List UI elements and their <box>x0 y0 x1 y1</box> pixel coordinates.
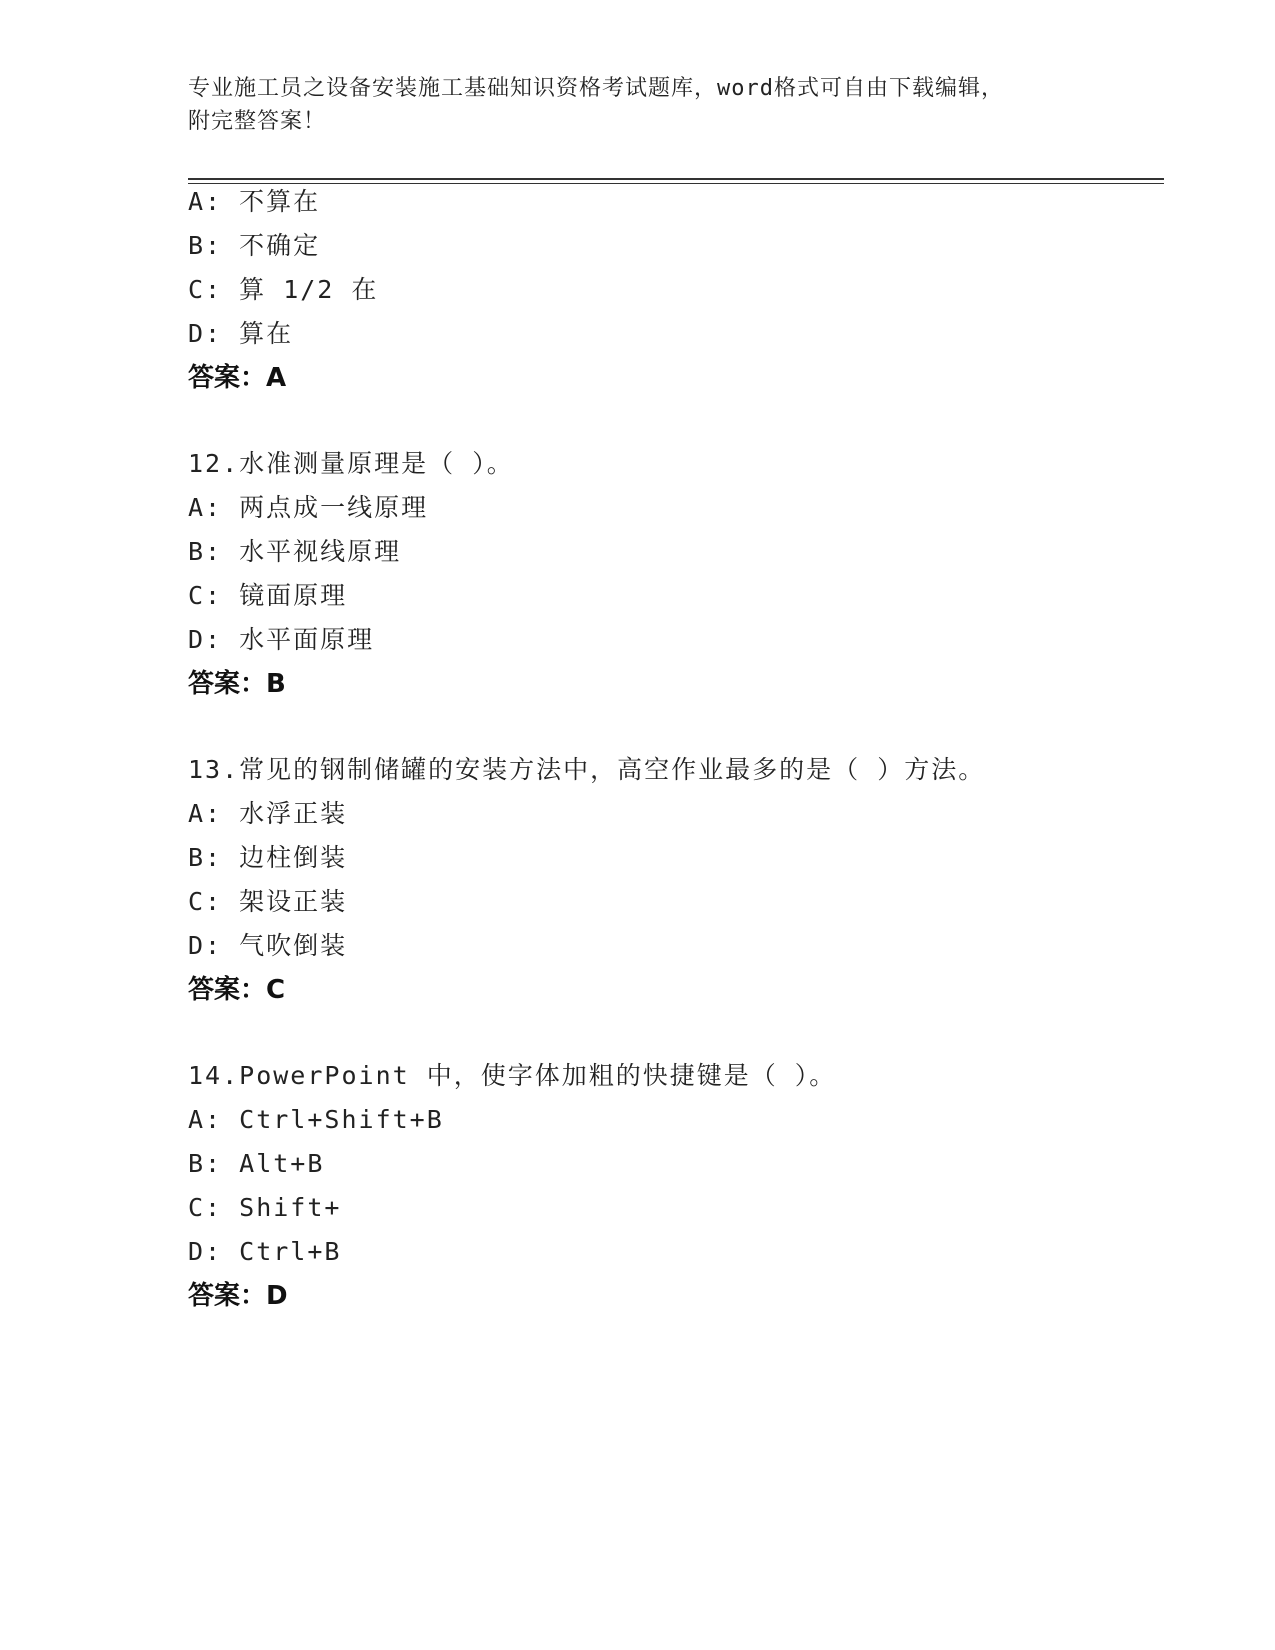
question-13-option-b: B: 边柱倒装 <box>188 843 348 872</box>
prev-option-b: B: 不确定 <box>188 231 321 260</box>
question-12-option-d: D: 水平面原理 <box>188 625 375 654</box>
header-divider-thin <box>188 183 1164 184</box>
question-13-answer: 答案：C <box>188 975 286 1005</box>
question-13-option-c: C: 架设正装 <box>188 887 348 916</box>
question-14-answer: 答案：D <box>188 1281 288 1311</box>
prev-option-c: C: 算 1/2 在 <box>188 275 379 304</box>
question-14-option-b: B: Alt+B <box>188 1149 325 1178</box>
prev-option-a: A: 不算在 <box>188 187 321 216</box>
question-14-option-c: C: Shift+ <box>188 1193 342 1222</box>
header-line-1: 专业施工员之设备安装施工基础知识资格考试题库，word格式可自由下载编辑， <box>188 76 1004 101</box>
question-14-option-d: D: Ctrl+B <box>188 1237 342 1266</box>
question-14-option-a: A: Ctrl+Shift+B <box>188 1105 444 1134</box>
question-12-option-b: B: 水平视线原理 <box>188 537 402 566</box>
prev-option-d: D: 算在 <box>188 319 294 348</box>
question-12-option-a: A: 两点成一线原理 <box>188 493 429 522</box>
prev-answer: 答案：A <box>188 363 287 393</box>
question-12-option-c: C: 镜面原理 <box>188 581 348 610</box>
question-13-option-d: D: 气吹倒装 <box>188 931 348 960</box>
question-12-answer: 答案：B <box>188 669 286 699</box>
question-12-stem: 12.水准测量原理是（ ）。 <box>188 449 514 478</box>
question-13-stem: 13.常见的钢制储罐的安装方法中，高空作业最多的是（ ）方法。 <box>188 755 986 784</box>
header-line-2: 附完整答案！ <box>188 109 327 134</box>
header-divider-thick <box>188 178 1164 180</box>
question-13-option-a: A: 水浮正装 <box>188 799 348 828</box>
document-header <box>188 72 1088 138</box>
question-14-stem: 14.PowerPoint 中，使字体加粗的快捷键是（ ）。 <box>188 1061 837 1090</box>
